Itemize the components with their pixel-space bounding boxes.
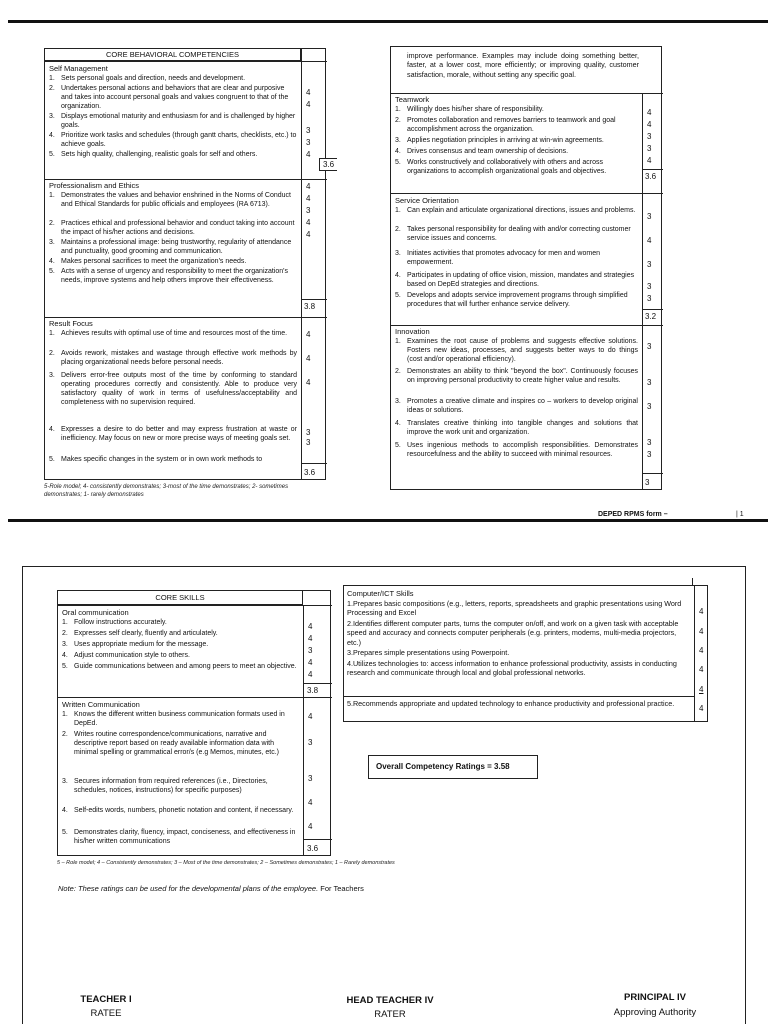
list-item: 1. Willingly does his/her share of responsibility. xyxy=(395,106,544,113)
page1-bottom-rule xyxy=(8,519,768,522)
section-total: 3.8 xyxy=(304,683,332,697)
rating-value: 4 xyxy=(306,88,311,97)
list-item: 5.Recommends appropriate and updated technology to enhance productivity and professional practice. xyxy=(347,699,675,708)
signatory-role-ratee: RATEE xyxy=(90,1008,122,1019)
section-title: Result Focus xyxy=(49,319,93,328)
rating-value: 4 xyxy=(308,712,313,721)
core-behavioral-table xyxy=(44,48,335,480)
item-list xyxy=(45,74,301,160)
item-list xyxy=(58,618,303,682)
list-item: 1. Can explain and articulate organizational directions, issues and problems. xyxy=(395,207,636,214)
rating-value: 3 xyxy=(647,144,652,153)
list-item: 5. Acts with a sense of urgency and responsibility to meet the organization's needs, improve systems and help others improve their effectiveness. xyxy=(49,268,289,284)
list-item: 5. Guide communications between and among peers to meet an objective. xyxy=(62,663,297,670)
list-item: 4. Prioritize work tasks and schedules (through gantt charts, checklists, etc.) to achieve goals. xyxy=(49,132,297,148)
list-item: 3. Promotes a creative climate and inspires co – workers to develop original ideas or solutions. xyxy=(395,398,638,414)
rating-value: 4 xyxy=(306,378,311,387)
list-item: 1. Sets personal goals and direction, needs and development. xyxy=(49,75,246,82)
table-header: CORE BEHAVIORAL COMPETENCIES xyxy=(45,49,301,61)
rating-value: 4 xyxy=(306,100,311,109)
section-title: Innovation xyxy=(395,327,430,336)
table-header: CORE SKILLS xyxy=(58,591,303,605)
rating-value: 3 xyxy=(306,438,311,447)
rating-value: 4 xyxy=(308,622,313,631)
row-divider xyxy=(344,696,694,697)
rating-value: 3 xyxy=(647,212,652,221)
section-written-communication xyxy=(58,697,332,857)
rating-value: 4 xyxy=(647,236,652,245)
list-item: 3.Prepares simple presentations using Powerpoint. xyxy=(347,648,510,657)
core-skills-table xyxy=(57,590,331,856)
rating-value: 4 xyxy=(306,182,311,191)
signatory-title-ratee: TEACHER I xyxy=(80,994,132,1005)
rating-value: 4 xyxy=(306,230,311,239)
rating-value: 4 xyxy=(308,658,313,667)
rating-value: 4 xyxy=(306,330,311,339)
list-item: 2. Avoids rework, mistakes and wastage through effective work methods by placing organizational needs before personal needs. xyxy=(49,350,297,366)
list-item: 4.Utilizes technologies to: access information to enhance professional productivity, assists in conducting research and communicate through local and global professional networks. xyxy=(347,659,677,678)
rating-column-divider xyxy=(694,586,695,721)
section-total: 3 xyxy=(643,473,663,491)
continuation-text: improve performance. Examples may include doing something better, faster, at a lower cost, more efficiently; or improving quality, customer satisfaction, morale, without setting any specific goal. xyxy=(407,51,639,79)
section-service-orientation xyxy=(391,193,663,325)
ict-skills-table xyxy=(343,585,708,722)
list-item: 4. Translates creative thinking into tangible changes and solutions that improve the work unit and organization. xyxy=(395,420,638,436)
list-item: 4. Adjust communication style to others. xyxy=(62,652,190,659)
section-self-management xyxy=(45,61,335,175)
list-item: 5. Makes specific changes in the system or in own work methods to xyxy=(49,456,263,463)
list-item: 2. Expresses self clearly, fluently and articulately. xyxy=(62,630,218,637)
list-item: 2. Practices ethical and professional behavior and conduct taking into account the impact of his/her actions and decisions. xyxy=(49,220,295,236)
list-item: 5. Uses ingenious methods to accomplish responsibilities. Demonstrates resourcefulness and the ability to succeed with minimal resources. xyxy=(395,442,638,458)
section-oral-communication xyxy=(58,605,332,687)
rating-value: 3 xyxy=(647,260,652,269)
page1-top-rule xyxy=(8,20,768,23)
footer-page-number: | 1 xyxy=(736,511,744,518)
list-item: 3. Initiates activities that promotes advocacy for men and women empowerment. xyxy=(395,250,600,266)
rating-value: 3 xyxy=(306,126,311,135)
section-title: Computer/ICT Skills xyxy=(347,589,414,598)
list-item: 3. Displays emotional maturity and enthusiasm for and is challenged by higher goals. xyxy=(49,113,296,129)
rating-value: 4 xyxy=(647,120,652,129)
list-item: 1. Examines the root cause of problems and suggests effective solutions. Fosters new ideas, processes, and suggests better ways to do things (cost and/or operational efficiency). xyxy=(395,338,638,363)
section-total: 3.2 xyxy=(643,309,663,323)
note-label: Note: These ratings can be used for the developmental plans of the employee. xyxy=(58,884,319,893)
rating-value: 4 xyxy=(308,634,313,643)
rating-value: 4 xyxy=(647,108,652,117)
item-list xyxy=(391,105,642,178)
section-total: 3.6 xyxy=(302,463,327,480)
rating-value: 3 xyxy=(306,206,311,215)
list-item: 3. Secures information from required references (i.e., Directories, schedules, notices, instructions) for specific purposes) xyxy=(62,778,268,794)
rating-value: 4 xyxy=(699,627,704,636)
rating-value: 3 xyxy=(647,282,652,291)
section-total: 3.6 xyxy=(304,839,332,856)
section-professionalism xyxy=(45,179,327,315)
rating-value: 4 xyxy=(308,822,313,831)
rating-value: 3 xyxy=(647,342,652,351)
list-item: 2. Writes routine correspondence/communications, narrative and descriptive report based on ready available information data with minimal spelling or grammatical error/s (e.g Memos, minutes, etc.) xyxy=(62,731,280,756)
rating-legend: 5 – Role model; 4 – Consistently demonstrates; 3 – Most of the time demonstrates; 2 – Sometimes demonstrates; 1 – Rarely demonstrates xyxy=(57,860,395,866)
section-total: 3.6 xyxy=(319,158,337,171)
rating-value: 4 xyxy=(308,670,313,679)
list-item: 1.Prepares basic compositions (e.g., letters, reports, spreadsheets and graphic presentations using Word Processing and Excel xyxy=(347,599,682,618)
rating-value: 3 xyxy=(647,402,652,411)
rating-value: 4 xyxy=(699,646,704,655)
list-item: 4. Makes personal sacrifices to meet the organization's needs. xyxy=(49,258,247,265)
section-innovation xyxy=(391,325,663,491)
note-text xyxy=(58,884,364,893)
rating-value: 3 xyxy=(308,646,313,655)
rating-value: 4 xyxy=(306,218,311,227)
list-item: 2. Demonstrates an ability to think "beyond the box". Continuously focuses on improving personal productivity to create higher value and results. xyxy=(395,368,638,384)
core-behavioral-table-continued xyxy=(390,46,662,490)
rating-value: 3 xyxy=(647,450,652,459)
section-title: Professionalism and Ethics xyxy=(49,181,140,190)
section-total: 3.6 xyxy=(643,169,663,183)
rating-value: 4 xyxy=(306,194,311,203)
section-title: Oral communication xyxy=(62,608,129,617)
rating-value: 4 xyxy=(306,354,311,363)
note-suffix: For Teachers xyxy=(318,884,364,893)
item-list xyxy=(58,710,303,848)
list-item: 4. Participates in updating of office vision, mission, mandates and strategies based on DepEd strategies and directions. xyxy=(395,272,635,288)
list-item: 3. Delivers error-free outputs most of the time by conforming to standard operating procedures correctly and consistently. Able to produce very satisfactory quality of work in terms of usefulness/acceptability and completeness with no supervision required. xyxy=(49,372,297,406)
item-list xyxy=(45,329,301,465)
list-item: 1. Follow instructions accurately. xyxy=(62,619,167,626)
list-item: 2. Undertakes personal actions and behaviors that are clear and purposive and takes into account personal goals and values congruent to that of the organization. xyxy=(49,85,289,110)
list-item: 2. Promotes collaboration and removes barriers to teamwork and goal accomplishment across the organization. xyxy=(395,117,616,133)
rating-value: 4 xyxy=(699,607,704,616)
item-list xyxy=(391,206,642,311)
rating-value: 3 xyxy=(306,138,311,147)
list-item: 5. Demonstrates clarity, fluency, impact, conciseness, and effectiveness in his/her written communications xyxy=(62,829,296,845)
rating-value: 3 xyxy=(647,294,652,303)
signatory-role-rater: RATER xyxy=(374,1009,406,1020)
signatory-title-approver: PRINCIPAL IV xyxy=(624,992,686,1003)
rating-value: 4 xyxy=(647,156,652,165)
list-item: 5. Works constructively and collaboratively with others and across organizations to accomplish organizational goals and objectives. xyxy=(395,159,607,175)
rating-legend: 5-Role model; 4- consistently demonstrates; 3-most of the time demonstrates; 2- sometimes demonstrates; 1- rarely demonstrates xyxy=(44,484,289,498)
rating-value: 3 xyxy=(306,428,311,437)
rating-value: 3 xyxy=(647,132,652,141)
list-item: 2. Takes personal responsibility for dealing with and/or correcting customer service issues and concerns. xyxy=(395,226,631,242)
rating-value: 3 xyxy=(308,738,313,747)
item-list xyxy=(391,337,642,471)
rating-value: 4 xyxy=(306,150,311,159)
list-item: 4. Drives consensus and team ownership of decisions. xyxy=(395,148,569,155)
item-list xyxy=(45,191,301,295)
rating-value: 3 xyxy=(647,438,652,447)
rating-value: 4 xyxy=(699,704,704,713)
ict-table-corner-mark xyxy=(692,578,693,586)
signatory-role-approver: Approving Authority xyxy=(613,1007,697,1018)
list-item: 1. Knows the different written business communication formats used in DepEd. xyxy=(62,711,285,727)
list-item: 5. Sets high quality, challenging, realistic goals for self and others. xyxy=(49,151,258,158)
section-title: Service Orientation xyxy=(395,196,459,205)
list-item: 4. Expresses a desire to do better and may express frustration at waste or inefficiency. May focus on new or more precise ways of meeting goals set. xyxy=(49,426,297,442)
list-item: 2.Identifies different computer parts, turns the computer on/off, and work on a given task with acceptable speed and accuracy and connects computer peripherals (e.g. printers, modems, multi-media projectors, etc.) xyxy=(347,619,679,647)
list-item: 4. Self-edits words, numbers, phonetic notation and content, if necessary. xyxy=(62,807,294,814)
list-item: 3. Applies negotiation principles in arriving at win-win agreements. xyxy=(395,137,604,144)
overall-competency-rating: Overall Competency Ratings = 3.58 xyxy=(368,755,538,779)
list-item: 3. Uses appropriate medium for the message. xyxy=(62,641,209,648)
rating-value: 3 xyxy=(308,774,313,783)
rating-value: 4 xyxy=(308,798,313,807)
list-item: 1. Achieves results with optimal use of time and resources most of the time. xyxy=(49,330,288,337)
section-title: Teamwork xyxy=(395,95,430,104)
list-item: 3. Maintains a professional image: being trustworthy, regularity of attendance and punctuality, good grooming and communication. xyxy=(49,239,292,255)
list-item: 1. Demonstrates the values and behavior enshrined in the Norms of Conduct and Ethical Standards for public officials and employees (RA 6713). xyxy=(49,192,291,208)
rating-value: 4 xyxy=(699,665,704,674)
rating-value: 4 xyxy=(699,685,704,694)
signatory-title-rater: HEAD TEACHER IV xyxy=(346,995,434,1006)
section-title: Self Management xyxy=(49,64,108,73)
list-item: 5. Develops and adopts service improvement programs through simplified procedures that will further enhance service delivery. xyxy=(395,292,628,308)
rating-value: 3 xyxy=(647,378,652,387)
section-total: 3.8 xyxy=(302,299,327,313)
footer-form-label: DEPED RPMS form – xyxy=(598,511,668,518)
section-title: Written Communication xyxy=(62,700,140,709)
section-result-focus xyxy=(45,317,327,481)
